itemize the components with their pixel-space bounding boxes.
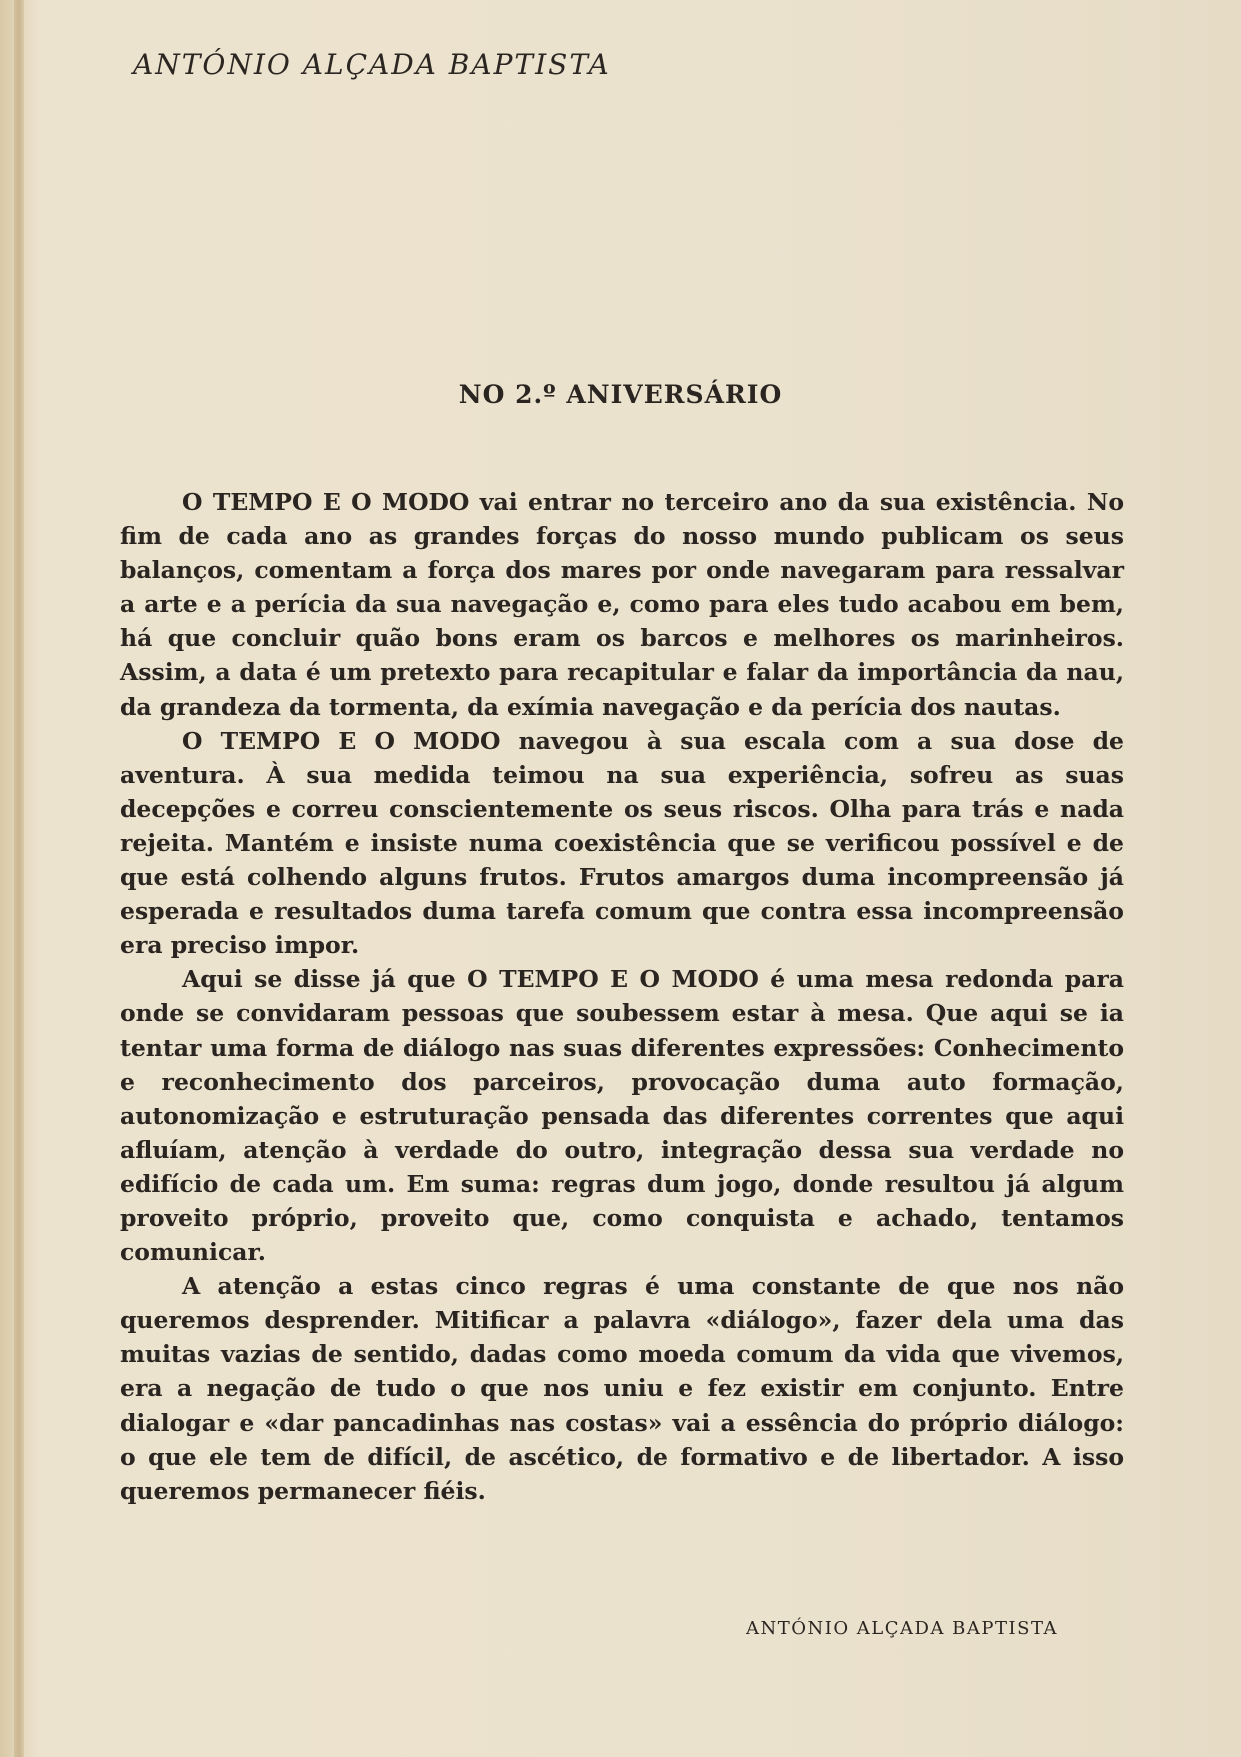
paragraph-4: A atenção a estas cinco regras é uma constante de que nos não queremos desprender. Mitificar a palavra «diálogo», fazer dela uma das muitas vazias de sentido, dadas como moeda comum da vida que vivemos, era a negação de tudo o que nos uniu e fez existir em conjunto. Entre dialogar e «dar pancadinhas nas costas» vai a essência do próprio diálogo: o que ele tem de difícil, de ascético, de formativo e de libertador. A isso queremos permanecer fiéis. (120, 1272, 1124, 1505)
paragraph-2: O TEMPO E O MODO navegou à sua escala com a sua dose de aventura. À sua medida teimou na sua experiência, sofreu as suas decepções e correu conscientemente os seus riscos. Olha para trás e nada rejeita. Mantém e insiste numa coexistência que se verificou possível e de que está colhendo alguns frutos. Frutos amargos duma incompreensão já esperada e resultados duma tarefa comum que contra essa incompreensão era preciso impor. (120, 726, 1124, 960)
paragraph-1: O TEMPO E O MODO vai entrar no terceiro ano da sua existência. No fim de cada ano as grandes forças do nosso mundo publicam os seus balanços, comentam a força dos mares por onde navegaram para ressalvar a arte e a perícia da sua navegação e, como para eles tudo acabou em bem, há que concluir quão bons eram os barcos e melhores os marinheiros. Assim, a data é um pretexto para recapitular e falar da importância da nau, da grandeza da tormenta, da exímia navegação e da perícia dos nautas. (120, 488, 1124, 721)
book-spine-shadow (14, 0, 24, 1757)
paragraph-3: Aqui se disse já que O TEMPO E O MODO é uma mesa redonda para onde se convidaram pessoas que soubessem estar à mesa. Que aqui se ia tentar uma forma de diálogo nas suas diferentes expressões: Conhecimento e reconhecimento dos parceiros, provocação duma auto formação, autonomização e estruturação pensada das diferentes correntes que aqui afluíam, atenção à verdade do outro, integração dessa sua verdade no edifício de cada um. Em suma: regras dum jogo, donde resultou já algum proveito próprio, proveito que, como conquista e achado, tentamos comunicar. (120, 965, 1124, 1267)
article-title: NO 2.º ANIVERSÁRIO (458, 380, 783, 409)
running-head: ANTÓNIO ALÇADA BAPTISTA (133, 48, 611, 81)
article-body (120, 485, 1124, 1508)
author-signature: ANTÓNIO ALÇADA BAPTISTA (745, 1618, 1058, 1639)
